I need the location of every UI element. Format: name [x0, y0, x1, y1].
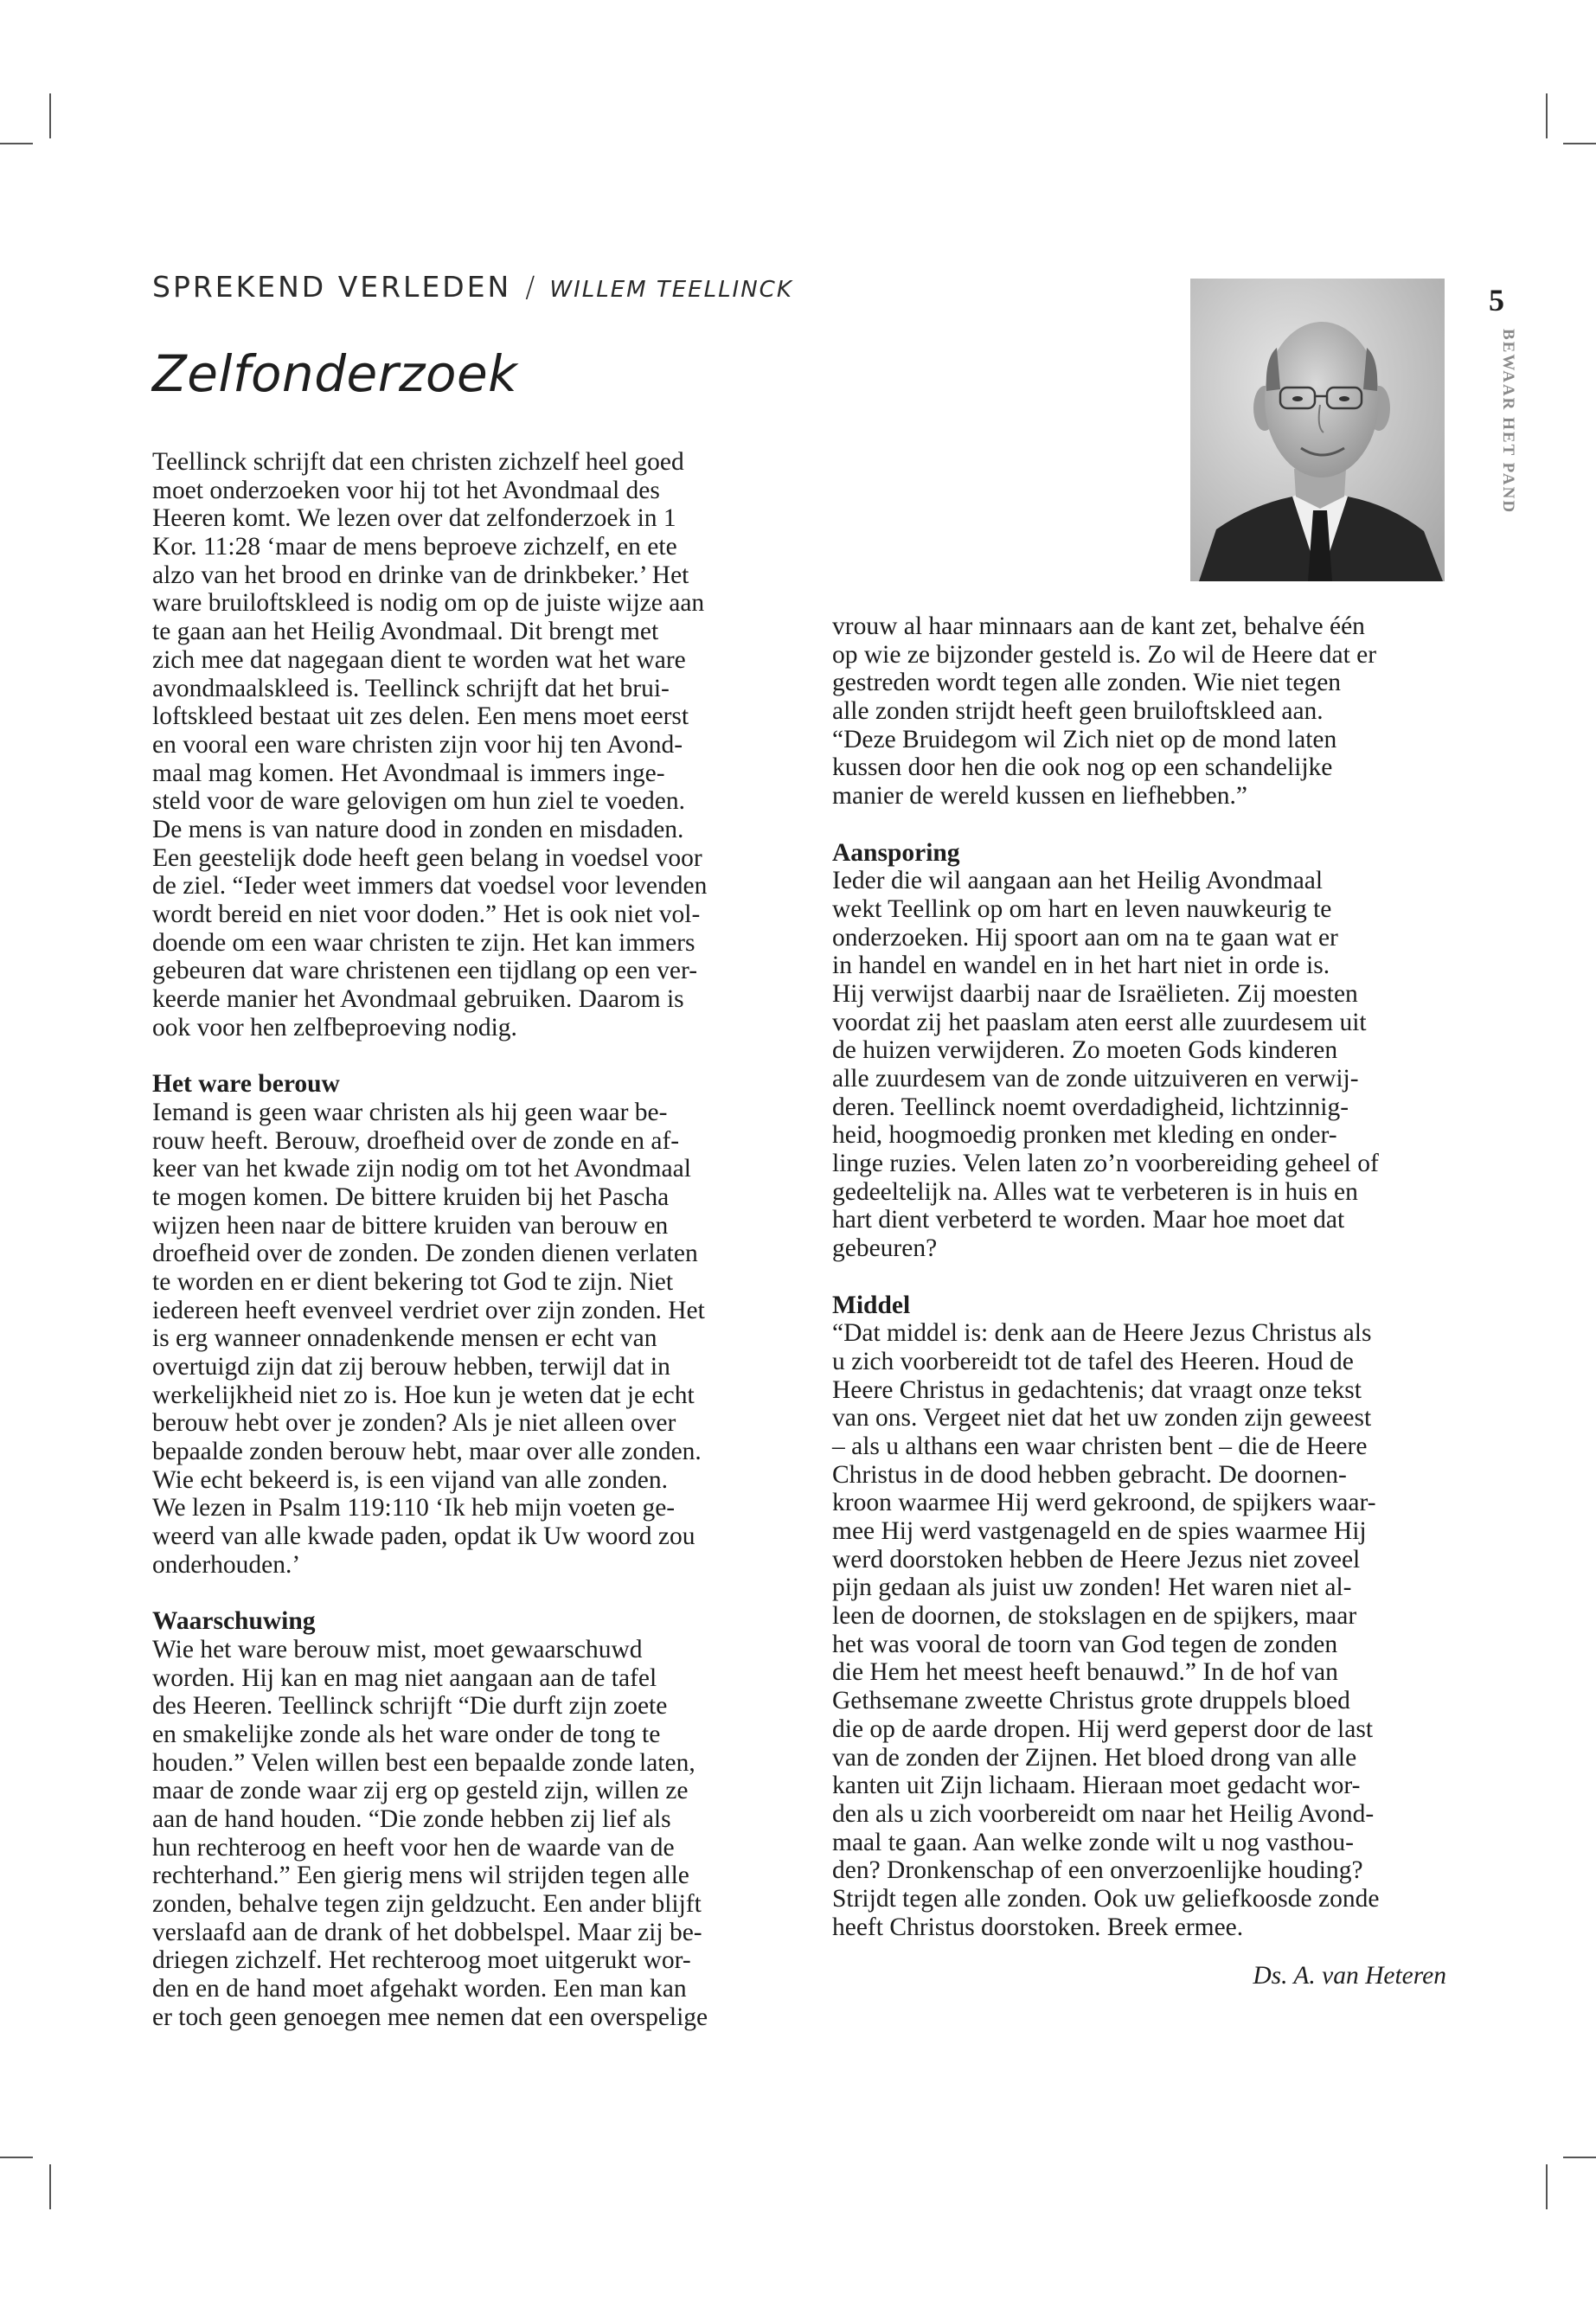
text-line: Heeren komt. We lezen over dat zelfonderzoek in 1 — [152, 504, 676, 533]
text-line: mee Hij werd vastgenageld en de spies waarmee Hij — [832, 1517, 1367, 1545]
text-column-left — [152, 448, 784, 2032]
text-line: vrouw al haar minnaars aan de kant zet, behalve één — [832, 612, 1365, 640]
text-line: in handel en wandel en in het hart niet in orde is. — [832, 952, 1330, 980]
text-line: aan de hand houden. “Die zonde hebben zij lief als — [152, 1805, 671, 1833]
text-line: maal mag komen. Het Avondmaal is immers inge- — [152, 759, 665, 787]
text-line: en vooral een ware christen zijn voor hij ten Avond- — [152, 730, 683, 759]
text-line: avondmaalskleed is. Teellinck schrijft dat het brui- — [152, 674, 670, 702]
text-line: gebeuren? — [832, 1234, 938, 1263]
text-line: er toch geen genoegen mee nemen dat een overspelige — [152, 2003, 708, 2031]
text-line: den als u zich voorbereidt om naar het Heilig Avond- — [832, 1799, 1375, 1828]
crop-mark — [0, 143, 33, 144]
text-line: houden.” Velen willen best een bepaalde zonde laten, — [152, 1748, 695, 1777]
text-line: het was vooral de toorn van God tegen de zonden — [832, 1630, 1338, 1658]
text-line: Strijdt tegen alle zonden. Ook uw geliefkoosde zonde — [832, 1884, 1380, 1913]
text-line: op wie ze bijzonder gesteld is. Zo wil de Heere dat er — [832, 640, 1377, 669]
text-line: des Heeren. Teellinck schrijft “Die durft zijn zoete — [152, 1692, 668, 1721]
text-line: keer van het kwade zijn nodig om tot het Avondmaal — [152, 1155, 691, 1183]
text-line: gestreden wordt tegen alle zonden. Wie niet tegen — [832, 669, 1342, 697]
text-line: de ziel. “Ieder weet immers dat voedsel voor levenden — [152, 872, 708, 901]
page-number: 5 — [1489, 283, 1504, 317]
section-heading-aansporing: Aansporing — [832, 838, 960, 867]
text-line: alle zonden strijdt heeft geen bruiloftskleed aan. — [832, 697, 1324, 726]
text-line: Een geestelijk dode heeft geen belang in voedsel voor — [152, 843, 702, 872]
article-title: Zelfonderzoek — [152, 344, 518, 403]
text-line: deren. Teellinck noemt overdadigheid, lichtzinnig- — [832, 1093, 1349, 1121]
text-line: heeft Christus doorstoken. Breek ermee. — [832, 1913, 1244, 1941]
text-line: iedereen heeft evenveel verdriet over zijn zonden. Het — [152, 1296, 705, 1324]
text-line: te gaan aan het Heilig Avondmaal. Dit brengt met — [152, 618, 659, 646]
text-line: rouw heeft. Berouw, droefheid over de zonde en af- — [152, 1126, 680, 1155]
text-line: maar de zonde waar zij erg op gesteld zijn, willen ze — [152, 1777, 689, 1805]
text-line: rechterhand.” Een gierig mens wil strijden tegen alle — [152, 1862, 689, 1890]
crop-mark — [1546, 93, 1548, 138]
text-line: die op de aarde dropen. Hij werd geperst door de last — [832, 1715, 1374, 1743]
text-line: Iemand is geen waar christen als hij geen waar be- — [152, 1098, 668, 1126]
text-line: linge ruzies. Velen laten zo’n voorbereiding geheel of — [832, 1150, 1379, 1178]
text-line: worden. Hij kan en mag niet aangaan aan de tafel — [152, 1663, 657, 1692]
paragraph-gap — [832, 1941, 1446, 1962]
text-line: alle zuurdesem van de zonde uitzuiveren en verwij- — [832, 1065, 1359, 1093]
text-line: leen de doornen, de stokslagen en de spijkers, maar — [832, 1602, 1357, 1631]
text-line: van ons. Vergeet niet dat het uw zonden zijn geweest — [832, 1404, 1372, 1433]
text-line: pijn gedaan als juist uw zonden! Het waren niet al- — [832, 1574, 1352, 1602]
text-line: Teellinck schrijft dat een christen zichzelf heel goed — [152, 448, 684, 476]
crop-mark — [1563, 143, 1596, 144]
text-line: kroon waarmee Hij werd gekroond, de spijkers waar- — [832, 1489, 1376, 1517]
text-line: zich mee dat nagegaan dient te worden wat het ware — [152, 645, 686, 674]
author-signature: Ds. A. van Heteren — [1253, 1962, 1446, 1990]
text-line: Christus in de dood hebben gebracht. De doornen- — [832, 1460, 1347, 1489]
text-line: te mogen komen. De bittere kruiden bij het Pascha — [152, 1183, 670, 1211]
text-line: kanten uit Zijn lichaam. Hieraan moet gedacht wor- — [832, 1772, 1361, 1800]
text-line: moet onderzoeken voor hij tot het Avondmaal des — [152, 476, 660, 504]
text-line: steld voor de ware gelovigen om hun ziel te voeden. — [152, 787, 686, 816]
text-line: manier de wereld kussen en liefhebben.” — [832, 782, 1247, 811]
kicker-separator: / — [525, 270, 538, 304]
text-line: den? Dronkenschap of een onverzoenlijke houding? — [832, 1856, 1363, 1885]
text-line: ook voor hen zelfbeproeving nodig. — [152, 1013, 517, 1042]
text-line: maal te gaan. Aan welke zonde wilt u nog vasthou- — [832, 1828, 1354, 1856]
text-line: werkelijkheid niet zo is. Hoe kun je weten dat je echt — [152, 1381, 695, 1409]
text-line: We lezen in Psalm 119:110 ‘Ik heb mijn voeten ge- — [152, 1494, 676, 1522]
text-line: verslaafd aan de drank of het dobbelspel. Maar zij be- — [152, 1918, 702, 1946]
text-line: onderhouden.’ — [152, 1550, 301, 1579]
text-line: doende om een waar christen te zijn. Het kan immers — [152, 928, 695, 957]
text-line: werd doorstoken hebben de Heere Jezus niet zoveel — [832, 1545, 1361, 1574]
text-line: is erg wanneer onnadenkende mensen er echt van — [152, 1324, 657, 1353]
text-line: u zich voorbereidt tot de tafel des Heeren. Houd de — [832, 1347, 1354, 1375]
section-kicker — [152, 270, 793, 304]
text-line: berouw hebt over je zonden? Als je niet alleen over — [152, 1409, 676, 1438]
crop-mark — [49, 93, 51, 138]
text-line: hart dient verbeterd te worden. Maar hoe moet dat — [832, 1206, 1345, 1234]
text-line: “Dat middel is: denk aan de Heere Jezus Christus als — [832, 1319, 1372, 1348]
section-name: SPREKEND VERLEDEN — [152, 270, 512, 304]
text-line: – als u althans een waar christen bent – die de Heere — [832, 1432, 1368, 1460]
text-line: zonden, behalve tegen zijn geldzucht. Een ander blijft — [152, 1890, 702, 1919]
text-line: en smakelijke zonde als het ware onder de tong te — [152, 1720, 661, 1748]
crop-mark — [1546, 2164, 1548, 2209]
crop-mark — [49, 2164, 51, 2209]
text-line: Heere Christus in gedachtenis; dat vraagt onze tekst — [832, 1375, 1362, 1404]
text-line: ware bruiloftskleed is nodig om op de juiste wijze aan — [152, 589, 705, 618]
text-line: te worden en er dient bekering tot God te zijn. Niet — [152, 1267, 674, 1296]
text-line: wekt Teellink op om hart en leven nauwkeurig te — [832, 894, 1332, 923]
text-line: De mens is van nature dood in zonden en misdaden. — [152, 815, 684, 843]
text-line: Wie het ware berouw mist, moet gewaarschuwd — [152, 1635, 643, 1663]
text-line: heid, hoogmoedig pronken met kleding en onder- — [832, 1121, 1337, 1150]
text-line: Gethsemane zweette Christus grote druppels bloed — [832, 1687, 1350, 1715]
section-heading-middel: Middel — [832, 1291, 911, 1319]
text-line: alzo van het brood en drinke van de drinkbeker.’ Het — [152, 561, 689, 589]
text-line: “Deze Bruidegom wil Zich niet op de mond laten — [832, 725, 1337, 753]
author-portrait-photo — [1190, 279, 1445, 581]
text-line: die Hem het meest heeft benauwd.” In de hof van — [832, 1658, 1338, 1687]
section-heading-waarschuwing: Waarschuwing — [152, 1607, 316, 1636]
text-line: weerd van alle kwade paden, opdat ik Uw woord zou — [152, 1522, 695, 1551]
section-heading-het-ware-berouw: Het ware berouw — [152, 1070, 340, 1099]
magazine-name-vertical: BEWAAR HET PAND — [1499, 329, 1517, 515]
text-column-right — [832, 612, 1446, 1990]
text-line: wordt bereid en niet voor doden.” Het is ook niet vol- — [152, 901, 701, 928]
text-line: voordat zij het paaslam aten eerst alle zuurdesem uit — [832, 1008, 1367, 1036]
paragraph-gap — [152, 1580, 784, 1608]
text-line: Kor. 11:28 ‘maar de mens beproeve zichzelf, en ete — [152, 533, 677, 561]
text-line: hun rechteroog en heeft voor hen de waarde van de — [152, 1833, 675, 1862]
text-line: kussen door hen die ook nog op een schandelijke — [832, 753, 1333, 782]
crop-mark — [0, 2157, 33, 2158]
text-line: Wie echt bekeerd is, is een vijand van alle zonden. — [152, 1465, 668, 1494]
text-line: onderzoeken. Hij spoort aan om na te gaan wat er — [832, 923, 1338, 952]
paragraph-gap — [832, 811, 1446, 839]
text-line: gebeuren dat ware christenen een tijdlang op een ver- — [152, 957, 698, 985]
text-line: Ieder die wil aangaan aan het Heilig Avondmaal — [832, 867, 1324, 895]
text-line: van de zonden der Zijnen. Het bloed drong van alle — [832, 1743, 1357, 1772]
paragraph-gap — [832, 1263, 1446, 1292]
text-line: driegen zichzelf. Het rechteroog moet uitgerukt wor- — [152, 1946, 691, 1975]
text-line: gedeeltelijk na. Alles wat te verbeteren is in huis en — [832, 1177, 1358, 1206]
text-line: keerde manier het Avondmaal gebruiken. Daarom is — [152, 985, 684, 1014]
author-name: WILLEM TEELLINCK — [549, 277, 793, 303]
text-line: den en de hand moet afgehakt worden. Een man kan — [152, 1975, 687, 2003]
text-line: loftskleed bestaat uit zes delen. Een mens moet eerst — [152, 702, 689, 731]
crop-mark — [1563, 2157, 1596, 2158]
text-line: wijzen heen naar de bittere kruiden van berouw en — [152, 1211, 669, 1240]
text-line: droefheid over de zonden. De zonden dienen verlaten — [152, 1240, 698, 1268]
text-line: bepaalde zonden berouw hebt, maar over alle zonden. — [152, 1438, 702, 1466]
paragraph-gap — [152, 1042, 784, 1070]
text-line: overtuigd zijn dat zij berouw hebben, terwijl dat in — [152, 1353, 670, 1381]
text-line: Hij verwijst daarbij naar de Israëlieten. Zij moesten — [832, 979, 1358, 1008]
text-line: de huizen verwijderen. Zo moeten Gods kinderen — [832, 1036, 1338, 1065]
